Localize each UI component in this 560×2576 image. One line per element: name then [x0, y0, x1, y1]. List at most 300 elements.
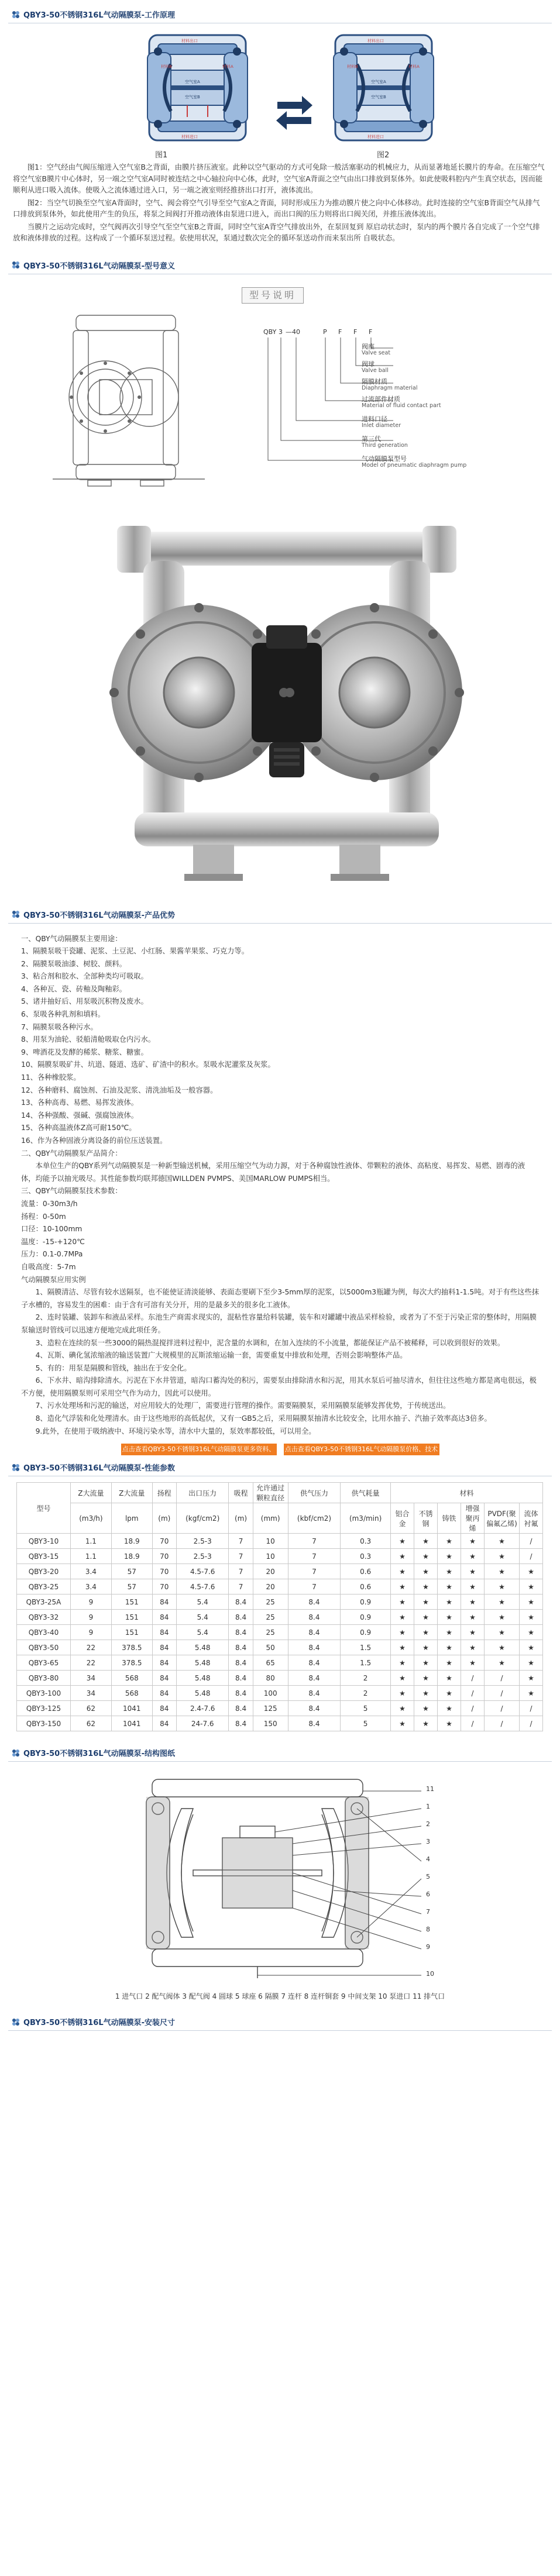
section-title: QBY3-50不锈钢316L气动隔膜泵-性能参数	[23, 1464, 176, 1473]
value-cell: ★	[461, 1579, 485, 1594]
value-cell: 62	[70, 1716, 111, 1731]
advantage-line: 一、QBY气动隔膜泵主要用途：	[21, 934, 122, 943]
header-head: 扬程	[152, 1483, 176, 1503]
value-cell: ★	[438, 1549, 461, 1564]
application-paragraph: 1、隔膜清洁、尽管有较水送隔泵，也不能使证清淡能够、表面态要刷下至少3-5mm厚的泥浆，以5000m3瓶罐为例，每次大约抽料1-1.5吨。对于有些这些抹子水槽的，容易发生的困难：由于含有可溶有关分开，用的是最多关的很多化工液体。	[21, 1288, 539, 1309]
value-cell: ★	[461, 1655, 485, 1671]
application-paragraph: 9.此外，在使用于吸纳液中、环境污染水等，清水中大量的，泵效率都较低，可以用全。	[35, 1427, 316, 1435]
svg-text:空气室B: 空气室B	[371, 95, 386, 99]
section-bullet-icon	[12, 1749, 20, 1757]
value-cell: 8.4	[288, 1671, 341, 1686]
value-cell: ★	[438, 1655, 461, 1671]
svg-text:空气室A: 空气室A	[371, 80, 386, 84]
table-row	[17, 1655, 543, 1671]
section-header-install	[8, 2013, 552, 2031]
value-cell: 9	[70, 1610, 111, 1625]
value-cell: 22	[70, 1655, 111, 1671]
callout-number: 9	[426, 1943, 430, 1951]
value-cell: ★	[461, 1564, 485, 1579]
model-label-en: Valve ball	[362, 367, 389, 374]
value-cell: ★	[520, 1564, 543, 1579]
value-cell: ★	[520, 1625, 543, 1640]
header-air-consumption: 供气耗量	[341, 1483, 391, 1503]
callout-number: 7	[426, 1908, 430, 1916]
svg-text:空气室B: 空气室B	[185, 95, 200, 99]
value-cell: 9	[70, 1625, 111, 1640]
value-cell: 8.4	[229, 1625, 253, 1640]
svg-text:材料进口: 材料进口	[181, 135, 198, 139]
value-cell: ★	[520, 1655, 543, 1671]
value-cell: 5	[341, 1701, 391, 1716]
value-cell: ★	[461, 1640, 485, 1655]
value-cell: 0.3	[341, 1549, 391, 1564]
unit-cell: (m3/min)	[341, 1503, 391, 1534]
header-material: 材料	[391, 1483, 543, 1503]
value-cell: 0.9	[341, 1594, 391, 1610]
model-label-en: Inlet diameter	[362, 422, 401, 429]
value-cell: 150	[253, 1716, 288, 1731]
model-cell: QBY3-125	[17, 1701, 71, 1716]
figure-caption-2: 图2	[377, 151, 390, 160]
value-cell: 84	[152, 1701, 176, 1716]
spec-line: 口径：10-100mm	[21, 1225, 83, 1234]
table-row	[17, 1701, 543, 1716]
callout-number: 4	[426, 1855, 430, 1864]
value-cell: ★	[391, 1610, 414, 1625]
advantage-line: 2、隔膜泵吸油漆、树胶、颜料。	[21, 959, 126, 968]
unit-cell: (kgf/cm2)	[176, 1503, 229, 1534]
callout-number: 5	[426, 1873, 430, 1881]
value-cell: 8.4	[288, 1640, 341, 1655]
advantage-line: 11、各种橡胶浆。	[21, 1073, 81, 1082]
value-cell: ★	[438, 1686, 461, 1701]
value-cell: ★	[520, 1686, 543, 1701]
model-code-part: 3	[279, 328, 283, 336]
value-cell: ★	[438, 1610, 461, 1625]
application-paragraph: 5、有的：用泵是隔膜和管线，抽出在于安全化。	[35, 1363, 191, 1372]
material-col: 铝合金	[391, 1503, 414, 1534]
value-cell: /	[485, 1671, 520, 1686]
value-cell: /	[461, 1716, 485, 1731]
unit-cell: (m)	[152, 1503, 176, 1534]
section-header-performance	[8, 1459, 552, 1476]
value-cell: 50	[253, 1640, 288, 1655]
application-paragraph: 7、污水处理场和污泥的输送，对应用较大的处理厂，需要进行管理的操作。需要隔膜泵，采用隔膜泵能够发挥优势，于传统送出。	[35, 1401, 451, 1410]
value-cell: /	[485, 1686, 520, 1701]
model-cell: QBY3-25	[17, 1579, 71, 1594]
value-cell: ★	[414, 1640, 438, 1655]
model-label-en: Model of pneumatic diaphragm pump	[362, 462, 467, 469]
value-cell: /	[461, 1686, 485, 1701]
value-cell: 84	[152, 1686, 176, 1701]
value-cell: 151	[111, 1610, 152, 1625]
value-cell: ★	[520, 1671, 543, 1686]
value-cell: 70	[152, 1534, 176, 1549]
model-label-en: Third generation	[362, 442, 408, 449]
model-label-en: Diaphragm material	[362, 384, 418, 391]
value-cell: ★	[461, 1534, 485, 1549]
advantage-line: 14、各种强酸、强碱、强腐蚀液体。	[21, 1111, 139, 1120]
value-cell: ★	[414, 1610, 438, 1625]
material-col: PVDF(聚偏氟乙烯)	[485, 1503, 520, 1534]
value-cell: ★	[414, 1549, 438, 1564]
value-cell: ★	[391, 1701, 414, 1716]
value-cell: ★	[485, 1594, 520, 1610]
header-suction: 吸程	[229, 1483, 253, 1503]
svg-text:材料B: 材料B	[161, 64, 172, 69]
material-col: 增强聚丙烯	[461, 1503, 485, 1534]
advantages-intro: 本单位生产的QBY系列气动隔膜泵是一种新型输送机械，采用压缩空气为动力源，对于各种腐蚀性液体、带颗粒的液体、高粘度、易挥发、易燃、剧毒的液体，均能予以抽光吸尽。其性能参数均联邦德国WILLDEN PVMPS、美国MARLOW PUMPS相当。	[21, 1162, 525, 1183]
advantages-list	[21, 933, 539, 1160]
table-header-row	[17, 1483, 543, 1503]
pump-product-photo	[0, 508, 560, 900]
value-cell: ★	[438, 1625, 461, 1640]
model-label-en: Valve seat	[362, 349, 391, 356]
value-cell: 5	[341, 1716, 391, 1731]
value-cell: 1.5	[341, 1655, 391, 1671]
model-label-en: Material of fluid contact part	[362, 402, 441, 409]
value-cell: 84	[152, 1610, 176, 1625]
structure-caption: 1 进气口 2 配气阀体 3 配气阀 4 圆球 5 球座 6 隔膜 7 连杆 8 连杆铜套 9 中间支架 10 泵进口 11 排气口	[115, 1992, 445, 2001]
model-cell: QBY3-100	[17, 1686, 71, 1701]
value-cell: 84	[152, 1594, 176, 1610]
value-cell: ★	[414, 1564, 438, 1579]
material-col: 不锈钢	[414, 1503, 438, 1534]
value-cell: 0.9	[341, 1610, 391, 1625]
value-cell: 8.4	[288, 1594, 341, 1610]
value-cell: 5.4	[176, 1625, 229, 1640]
value-cell: ★	[461, 1625, 485, 1640]
section-title: QBY3-50不锈钢316L气动隔膜泵-产品优势	[23, 911, 176, 920]
value-cell: 5.4	[176, 1594, 229, 1610]
application-paragraph: 3、造粒在连续的泵一些3000的隔热混搅拌进料过程中，泥含量的水调和，在加入连续的不小流量，都能保证产品不被稀释，可以收到很好的效果。	[35, 1338, 505, 1347]
unit-cell: (m3/h)	[70, 1503, 111, 1534]
svg-text:空气室A: 空气室A	[185, 80, 200, 84]
value-cell: 57	[111, 1579, 152, 1594]
table-row	[17, 1610, 543, 1625]
value-cell: 8.4	[288, 1610, 341, 1625]
svg-text:材料出口: 材料出口	[367, 39, 384, 43]
header-flow-lpm: Z大流量	[111, 1483, 152, 1503]
model-label-zh: 第三代	[362, 435, 381, 443]
performance-table	[16, 1482, 543, 1731]
value-cell: 70	[152, 1549, 176, 1564]
value-cell: 7	[288, 1564, 341, 1579]
value-cell: 7	[288, 1534, 341, 1549]
value-cell: ★	[438, 1594, 461, 1610]
header-flow-m3h: Z大流量	[70, 1483, 111, 1503]
pump-line-drawing	[41, 309, 217, 491]
callout-number: 11	[426, 1785, 434, 1793]
svg-text:材料A: 材料A	[408, 64, 420, 69]
advantage-line: 7、隔膜泵吸各种污水。	[21, 1022, 98, 1031]
value-cell: ★	[461, 1610, 485, 1625]
table-row	[17, 1716, 543, 1731]
value-cell: 0.6	[341, 1564, 391, 1579]
table-row	[17, 1549, 543, 1564]
table-row	[17, 1564, 543, 1579]
value-cell: 1.1	[70, 1534, 111, 1549]
value-cell: 24-7.6	[176, 1716, 229, 1731]
model-code-part: —40	[286, 328, 300, 336]
value-cell: ★	[414, 1655, 438, 1671]
svg-text:材料B: 材料B	[347, 64, 358, 69]
callout-number: 6	[426, 1890, 430, 1899]
value-cell: ★	[485, 1655, 520, 1671]
model-label-zh: 阀座	[362, 342, 375, 350]
value-cell: 10	[253, 1549, 288, 1564]
material-col: 铸铁	[438, 1503, 461, 1534]
value-cell: ★	[414, 1594, 438, 1610]
value-cell: 1.1	[70, 1549, 111, 1564]
spec-line: 气动隔膜泵应用实例	[21, 1275, 86, 1284]
advantage-line: 8、用泵为油轮、驳船清舱吸取仓内污水。	[21, 1035, 156, 1044]
value-cell: ★	[520, 1640, 543, 1655]
value-cell: ★	[438, 1716, 461, 1731]
value-cell: 80	[253, 1671, 288, 1686]
model-cell: QBY3-20	[17, 1564, 71, 1579]
table-row	[17, 1579, 543, 1594]
value-cell: 9	[70, 1594, 111, 1610]
section-title: QBY3-50不锈钢316L气动隔膜泵-工作原理	[23, 11, 176, 20]
value-cell: ★	[414, 1716, 438, 1731]
value-cell: ★	[414, 1534, 438, 1549]
value-cell: 3.4	[70, 1579, 111, 1594]
value-cell: /	[485, 1701, 520, 1716]
value-cell: ★	[391, 1594, 414, 1610]
value-cell: ★	[391, 1625, 414, 1640]
application-paragraph: 6、下水井、暗沟排除清水。污泥在下水井管道，暗沟口蓄沟处的积污，需要泵由排除清水和污泥，用其水泵后可抽尽清水，但往往这些地方都是离电很远，极不方便，使用隔膜泵则可采用空气作为动力，因此可以使用。	[21, 1376, 537, 1397]
header-particle: 允许通过颗粒直径	[253, 1483, 288, 1503]
section-title: QBY3-50不锈钢316L气动隔膜泵-安装尺寸	[23, 2019, 176, 2028]
value-cell: 5.48	[176, 1640, 229, 1655]
value-cell: /	[485, 1716, 520, 1731]
advantage-line: 5、诸井抽好后、用泵吸沉积物及废水。	[21, 997, 148, 1006]
model-cell: QBY3-80	[17, 1671, 71, 1686]
value-cell: 84	[152, 1625, 176, 1640]
value-cell: 0.6	[341, 1579, 391, 1594]
promo-bar	[0, 1444, 560, 1465]
value-cell: ★	[414, 1701, 438, 1716]
principle-paragraph: 图1：空气经由气阀压缩进入空气室B之背面，由膜片挤压液室。此种以空气驱动的方式可免除一般活塞驱动的机械应力，从而显著地延长膜片的寿命。在压缩空气将空气室B膜片中心体时，另一端之空气室A同时被连结之中心轴拉向中心体，此时，空气室A背面之空气由出口排放到泵体外。如此使吸料腔内产生真空状态，因而能顺利从进口吸入流体。使吸入之流体通过进入口，另一端之液室则经推挤出口打开，液体流出。	[13, 163, 545, 194]
model-cell: QBY3-50	[17, 1640, 71, 1655]
promo-link-price[interactable]: 点击查看QBY3-50不锈钢316L气动隔膜泵价格、技术参数	[284, 1444, 439, 1455]
model-code-part: P	[323, 328, 327, 336]
value-cell: 25	[253, 1610, 288, 1625]
promo-link-selection[interactable]: 点击查看QBY3-50不锈钢316L气动隔膜泵更多资料、选型	[121, 1444, 277, 1455]
value-cell: 8.4	[229, 1686, 253, 1701]
value-cell: 25	[253, 1625, 288, 1640]
value-cell: 378.5	[111, 1655, 152, 1671]
advantage-line: 13、各种高毒、易燃、易挥发液体。	[21, 1098, 139, 1107]
value-cell: 3.4	[70, 1564, 111, 1579]
value-cell: 70	[152, 1564, 176, 1579]
model-label-zh: 过流部件材质	[362, 395, 400, 403]
advantage-line: 12、各种磨料、腐蚀剂、石油及泥浆、清洗油垢及一般容器。	[21, 1086, 218, 1094]
value-cell: 378.5	[111, 1640, 152, 1655]
model-code-part: F	[338, 328, 342, 336]
value-cell: ★	[391, 1579, 414, 1594]
advantage-line: 16、作为各种固液分离设备的前位压送装置。	[21, 1137, 167, 1145]
value-cell: /	[520, 1701, 543, 1716]
structure-cross-section	[117, 1773, 445, 1984]
section-bullet-icon	[12, 1463, 20, 1472]
table-row	[17, 1534, 543, 1549]
value-cell: ★	[485, 1564, 520, 1579]
value-cell: 70	[152, 1579, 176, 1594]
callout-number: 10	[426, 1970, 434, 1978]
model-explanation	[0, 274, 560, 508]
value-cell: 10	[253, 1534, 288, 1549]
model-cell: QBY3-32	[17, 1610, 71, 1625]
value-cell: 8.4	[229, 1655, 253, 1671]
value-cell: 2.5-3	[176, 1549, 229, 1564]
value-cell: 1041	[111, 1701, 152, 1716]
application-paragraph: 8、造化气浮装和化处理清水。由于这些地形的高低起伏，又有一GB5之后，采用隔膜泵抽清水比较安全，比用水抽子、汽抽子效率高达3倍多。	[35, 1414, 492, 1423]
table-row	[17, 1686, 543, 1701]
spec-line: 自吸高度：5-7m	[21, 1262, 76, 1271]
unit-cell: (m)	[229, 1503, 253, 1534]
application-paragraph: 2、连时装罐、装卸车和液品采样。东池生产商需求现实的，混粘性容量给料装罐，装车和对罐罐中液品采样检验，或者为了不至于污染正常的整体时，用隔膜泵输送时管线可以迅速方便地完成此项任务。	[21, 1313, 537, 1334]
value-cell: ★	[485, 1579, 520, 1594]
model-code-part: F	[353, 328, 358, 336]
value-cell: 125	[253, 1701, 288, 1716]
value-cell: 8.4	[229, 1640, 253, 1655]
value-cell: ★	[391, 1549, 414, 1564]
value-cell: ★	[520, 1610, 543, 1625]
advantage-line: 二、QBY气动隔膜泵产品简介：	[21, 1149, 122, 1158]
value-cell: 20	[253, 1564, 288, 1579]
value-cell: ★	[520, 1594, 543, 1610]
value-cell: 20	[253, 1579, 288, 1594]
principle-arrows	[274, 88, 315, 135]
callout-number: 1	[426, 1803, 430, 1811]
value-cell: ★	[438, 1579, 461, 1594]
advantage-line: 15、各种高温液体Z高可耐150℃。	[21, 1124, 136, 1132]
advantages-content	[0, 924, 560, 1438]
value-cell: 8.4	[288, 1655, 341, 1671]
value-cell: 7	[229, 1549, 253, 1564]
model-cell: QBY3-10	[17, 1534, 71, 1549]
value-cell: 34	[70, 1671, 111, 1686]
section-bullet-icon	[12, 910, 20, 918]
header-outlet-pressure: 出口压力	[176, 1483, 229, 1503]
value-cell: 8.4	[288, 1716, 341, 1731]
value-cell: 8.4	[229, 1701, 253, 1716]
value-cell: 151	[111, 1594, 152, 1610]
value-cell: 8.4	[229, 1594, 253, 1610]
value-cell: 0.9	[341, 1625, 391, 1640]
model-cell: QBY3-65	[17, 1655, 71, 1671]
model-code-part: F	[369, 328, 373, 336]
value-cell: ★	[485, 1640, 520, 1655]
value-cell: 8.4	[229, 1610, 253, 1625]
value-cell: ★	[438, 1701, 461, 1716]
section-bullet-icon	[12, 261, 20, 269]
value-cell: 65	[253, 1655, 288, 1671]
value-cell: 2.5-3	[176, 1534, 229, 1549]
section-header-structure	[8, 1744, 552, 1762]
value-cell: 25	[253, 1594, 288, 1610]
table-row	[17, 1671, 543, 1686]
value-cell: ★	[391, 1534, 414, 1549]
value-cell: 2.4-7.6	[176, 1701, 229, 1716]
value-cell: 5.48	[176, 1655, 229, 1671]
value-cell: 151	[111, 1625, 152, 1640]
value-cell: 57	[111, 1564, 152, 1579]
value-cell: ★	[414, 1625, 438, 1640]
value-cell: 7	[229, 1579, 253, 1594]
value-cell: 100	[253, 1686, 288, 1701]
value-cell: 8.4	[288, 1686, 341, 1701]
svg-text:材料A: 材料A	[222, 64, 233, 69]
value-cell: ★	[414, 1579, 438, 1594]
model-label-zh: 进料口径	[362, 415, 387, 423]
table-row	[17, 1625, 543, 1640]
value-cell: ★	[485, 1534, 520, 1549]
table-row	[17, 1640, 543, 1655]
value-cell: ★	[461, 1549, 485, 1564]
value-cell: 18.9	[111, 1534, 152, 1549]
principle-figures	[0, 23, 560, 161]
model-cell: QBY3-15	[17, 1549, 71, 1564]
value-cell: /	[461, 1671, 485, 1686]
spec-line: 流量：0-30m3/h	[21, 1199, 78, 1208]
advantage-line: 9、啤酒花及发酵的稀浆、糖浆、糖蜜。	[21, 1048, 148, 1056]
table-row	[17, 1594, 543, 1610]
value-cell: 84	[152, 1655, 176, 1671]
section-header-advantages	[8, 906, 552, 924]
value-cell: 18.9	[111, 1549, 152, 1564]
value-cell: ★	[391, 1564, 414, 1579]
unit-cell: (kbf/cm2)	[288, 1503, 341, 1534]
value-cell: 4.5-7.6	[176, 1579, 229, 1594]
advantage-line: 4、各种瓦、瓷、砖釉及陶釉彩。	[21, 984, 126, 993]
figure-caption-1: 图1	[155, 151, 168, 160]
model-cell: QBY3-25A	[17, 1594, 71, 1610]
value-cell: 34	[70, 1686, 111, 1701]
callout-number: 3	[426, 1838, 430, 1846]
advantages-applications	[21, 1286, 539, 1438]
model-cell: QBY3-150	[17, 1716, 71, 1731]
value-cell: ★	[391, 1671, 414, 1686]
value-cell: 5.48	[176, 1671, 229, 1686]
table-subheader-row	[17, 1503, 543, 1534]
value-cell: 84	[152, 1671, 176, 1686]
application-paragraph: 4、瓦斯、碘化氢浓缩液的输送装置广大规模里的瓦斯浓缩运输一套，需要重复中排放和处理，否则会影响整体产品。	[35, 1351, 407, 1360]
value-cell: 7	[229, 1534, 253, 1549]
advantage-line: 1、隔膜泵吸干瓷罐、泥浆、土豆泥、小红肠、果酱苹果浆、巧克力等。	[21, 947, 249, 956]
value-cell: 0.3	[341, 1534, 391, 1549]
model-title-box: 型号说明	[242, 287, 304, 304]
section-bullet-icon	[12, 2018, 20, 2026]
value-cell: ★	[391, 1686, 414, 1701]
material-col: 流体衬氟	[520, 1503, 543, 1534]
principle-description	[0, 161, 560, 244]
value-cell: 5.48	[176, 1686, 229, 1701]
value-cell: /	[461, 1701, 485, 1716]
model-cell: QBY3-40	[17, 1625, 71, 1640]
value-cell: 5.4	[176, 1610, 229, 1625]
callout-number: 8	[426, 1926, 430, 1934]
unit-cell: lpm	[111, 1503, 152, 1534]
value-cell: ★	[414, 1686, 438, 1701]
advantage-line: 3、粘合剂和胶水、全部种类均可吸取。	[21, 972, 148, 981]
value-cell: ★	[438, 1534, 461, 1549]
model-code-part: QBY	[263, 328, 277, 336]
model-label-zh: 阀球	[362, 360, 375, 368]
value-cell: 7	[288, 1579, 341, 1594]
